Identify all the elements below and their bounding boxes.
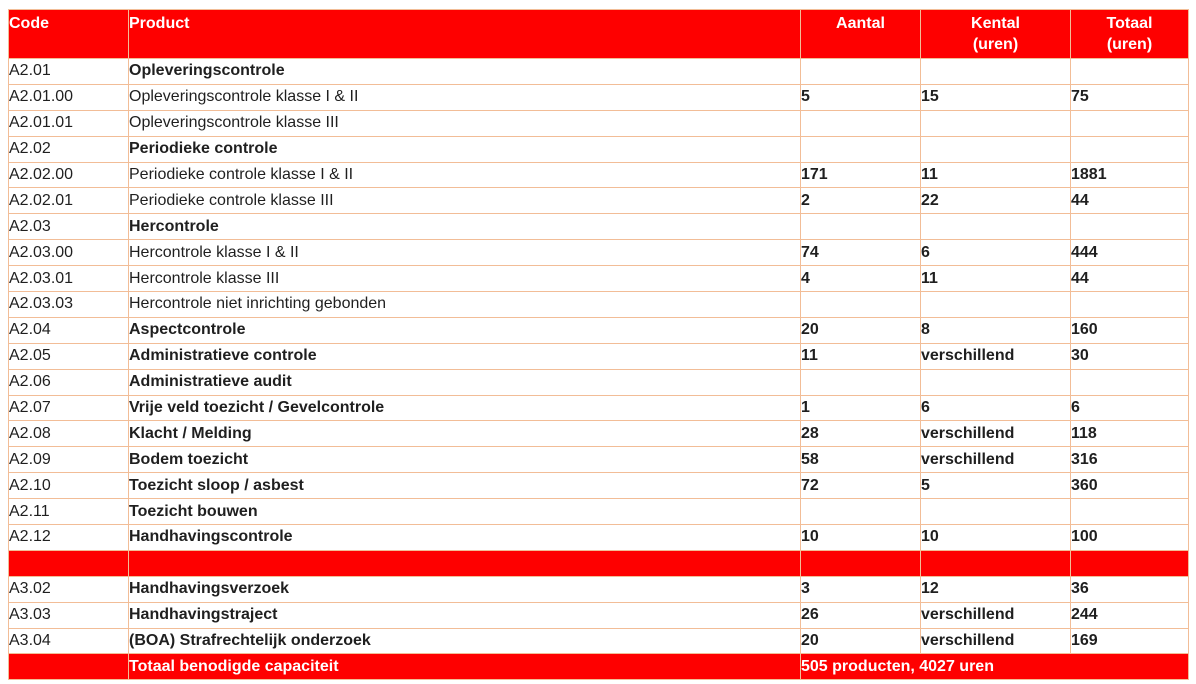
kental-cell: 11 (921, 266, 1071, 292)
table-row (9, 240, 1189, 266)
column-header-code-label: Code (9, 15, 49, 32)
separator-row (9, 550, 1189, 576)
table-row (9, 84, 1189, 110)
kental-cell: 10 (921, 525, 1071, 551)
code-cell: A2.03 (9, 214, 129, 240)
column-header-code (9, 10, 129, 59)
column-header-product (129, 10, 801, 59)
totaal-cell (1071, 59, 1189, 85)
aantal-cell: 74 (801, 240, 921, 266)
totaal-cell: 118 (1071, 421, 1189, 447)
kental-cell: 6 (921, 240, 1071, 266)
code-cell (9, 550, 129, 576)
column-header-product-label: Product (129, 15, 190, 32)
table-row (9, 266, 1189, 292)
code-cell: A2.11 (9, 499, 129, 525)
kental-cell (921, 136, 1071, 162)
aantal-cell: 171 (801, 162, 921, 188)
kental-cell: 15 (921, 84, 1071, 110)
totaal-cell: 100 (1071, 525, 1189, 551)
table-row (9, 421, 1189, 447)
column-header-kental (921, 10, 1071, 59)
code-cell: A2.09 (9, 447, 129, 473)
aantal-cell (801, 214, 921, 240)
table-row (9, 162, 1189, 188)
totaal-cell (1071, 110, 1189, 136)
kental-cell: verschillend (921, 343, 1071, 369)
product-cell: Periodieke controle klasse I & II (129, 162, 801, 188)
total-row-value: 505 producten, 4027 uren (801, 654, 1189, 680)
totaal-cell: 169 (1071, 628, 1189, 654)
total-row-label: Totaal benodigde capaciteit (129, 654, 801, 680)
totaal-cell (1071, 292, 1189, 318)
kental-cell (921, 499, 1071, 525)
totaal-cell: 244 (1071, 602, 1189, 628)
code-cell: A2.02.00 (9, 162, 129, 188)
kental-cell: 22 (921, 188, 1071, 214)
code-cell: A2.03.01 (9, 266, 129, 292)
product-cell: Hercontrole klasse III (129, 266, 801, 292)
totaal-cell: 30 (1071, 343, 1189, 369)
header-row (9, 10, 1189, 59)
table-row (9, 59, 1189, 85)
table-row (9, 447, 1189, 473)
totaal-cell (1071, 499, 1189, 525)
aantal-cell (801, 499, 921, 525)
kental-cell (921, 214, 1071, 240)
product-cell: Handhavingstraject (129, 602, 801, 628)
total-row-empty-cell (9, 654, 129, 680)
code-cell: A3.03 (9, 602, 129, 628)
product-cell: (BOA) Strafrechtelijk onderzoek (129, 628, 801, 654)
product-cell: Opleveringscontrole klasse III (129, 110, 801, 136)
aantal-cell (801, 550, 921, 576)
product-cell: Administratieve controle (129, 343, 801, 369)
totaal-cell: 44 (1071, 188, 1189, 214)
aantal-cell: 20 (801, 628, 921, 654)
code-cell: A2.04 (9, 317, 129, 343)
table-row (9, 628, 1189, 654)
column-header-kental-unit: (uren) (972, 36, 1019, 53)
code-cell: A3.02 (9, 576, 129, 602)
aantal-cell: 28 (801, 421, 921, 447)
code-cell: A3.04 (9, 628, 129, 654)
kental-cell: 6 (921, 395, 1071, 421)
code-cell: A2.05 (9, 343, 129, 369)
kental-cell: verschillend (921, 421, 1071, 447)
code-cell: A2.03.03 (9, 292, 129, 318)
product-cell: Hercontrole niet inrichting gebonden (129, 292, 801, 318)
product-cell: Toezicht bouwen (129, 499, 801, 525)
table-row (9, 473, 1189, 499)
table-header (9, 10, 1189, 59)
aantal-cell: 26 (801, 602, 921, 628)
code-cell: A2.08 (9, 421, 129, 447)
table-row (9, 369, 1189, 395)
table-row (9, 214, 1189, 240)
kental-cell: 12 (921, 576, 1071, 602)
totaal-cell (1071, 136, 1189, 162)
table-row (9, 343, 1189, 369)
column-header-totaal-unit: (uren) (1106, 36, 1153, 53)
totaal-cell: 316 (1071, 447, 1189, 473)
code-cell: A2.01 (9, 59, 129, 85)
code-cell: A2.02 (9, 136, 129, 162)
kental-cell: 5 (921, 473, 1071, 499)
totaal-cell: 6 (1071, 395, 1189, 421)
product-cell: Hercontrole klasse I & II (129, 240, 801, 266)
product-cell: Opleveringscontrole (129, 59, 801, 85)
table-body (9, 59, 1189, 680)
product-cell: Handhavingscontrole (129, 525, 801, 551)
kental-cell: verschillend (921, 602, 1071, 628)
totaal-cell (1071, 214, 1189, 240)
product-cell: Vrije veld toezicht / Gevelcontrole (129, 395, 801, 421)
aantal-cell (801, 110, 921, 136)
aantal-cell: 1 (801, 395, 921, 421)
totaal-cell: 44 (1071, 266, 1189, 292)
kental-cell (921, 110, 1071, 136)
totaal-cell: 1881 (1071, 162, 1189, 188)
table-row (9, 110, 1189, 136)
aantal-cell (801, 292, 921, 318)
totaal-cell: 160 (1071, 317, 1189, 343)
column-header-aantal-label: Aantal (836, 15, 885, 32)
code-cell: A2.01.01 (9, 110, 129, 136)
product-cell: Aspectcontrole (129, 317, 801, 343)
aantal-cell: 11 (801, 343, 921, 369)
column-header-aantal (801, 10, 921, 59)
code-cell: A2.06 (9, 369, 129, 395)
product-cell: Periodieke controle (129, 136, 801, 162)
code-cell: A2.03.00 (9, 240, 129, 266)
kental-cell (921, 59, 1071, 85)
code-cell: A2.01.00 (9, 84, 129, 110)
aantal-cell: 5 (801, 84, 921, 110)
column-header-totaal-label: Totaal (1106, 15, 1153, 32)
aantal-cell (801, 369, 921, 395)
kental-cell (921, 369, 1071, 395)
code-cell: A2.10 (9, 473, 129, 499)
product-cell: Klacht / Melding (129, 421, 801, 447)
aantal-cell (801, 59, 921, 85)
total-row (9, 654, 1189, 680)
product-cell: Handhavingsverzoek (129, 576, 801, 602)
code-cell: A2.02.01 (9, 188, 129, 214)
product-cell: Bodem toezicht (129, 447, 801, 473)
totaal-cell (1071, 550, 1189, 576)
table-row (9, 602, 1189, 628)
column-header-kental-label: Kental (971, 15, 1020, 32)
totaal-cell (1071, 369, 1189, 395)
column-header-totaal (1071, 10, 1189, 59)
kental-cell: verschillend (921, 628, 1071, 654)
aantal-cell: 2 (801, 188, 921, 214)
aantal-cell: 4 (801, 266, 921, 292)
code-cell: A2.07 (9, 395, 129, 421)
totaal-cell: 75 (1071, 84, 1189, 110)
table-row (9, 395, 1189, 421)
table-row (9, 317, 1189, 343)
table-row (9, 188, 1189, 214)
code-cell: A2.12 (9, 525, 129, 551)
aantal-cell: 72 (801, 473, 921, 499)
table-row (9, 525, 1189, 551)
totaal-cell: 360 (1071, 473, 1189, 499)
kental-cell (921, 292, 1071, 318)
product-cell: Periodieke controle klasse III (129, 188, 801, 214)
totaal-cell: 36 (1071, 576, 1189, 602)
aantal-cell: 20 (801, 317, 921, 343)
product-cell: Toezicht sloop / asbest (129, 473, 801, 499)
product-cell: Hercontrole (129, 214, 801, 240)
aantal-cell: 10 (801, 525, 921, 551)
table-row (9, 136, 1189, 162)
table-row (9, 499, 1189, 525)
totaal-cell: 444 (1071, 240, 1189, 266)
kental-cell: 8 (921, 317, 1071, 343)
capacity-table (8, 9, 1189, 680)
aantal-cell: 58 (801, 447, 921, 473)
product-cell: Administratieve audit (129, 369, 801, 395)
product-cell (129, 550, 801, 576)
kental-cell: 11 (921, 162, 1071, 188)
table-row (9, 292, 1189, 318)
kental-cell (921, 550, 1071, 576)
aantal-cell: 3 (801, 576, 921, 602)
table-row (9, 576, 1189, 602)
aantal-cell (801, 136, 921, 162)
product-cell: Opleveringscontrole klasse I & II (129, 84, 801, 110)
kental-cell: verschillend (921, 447, 1071, 473)
